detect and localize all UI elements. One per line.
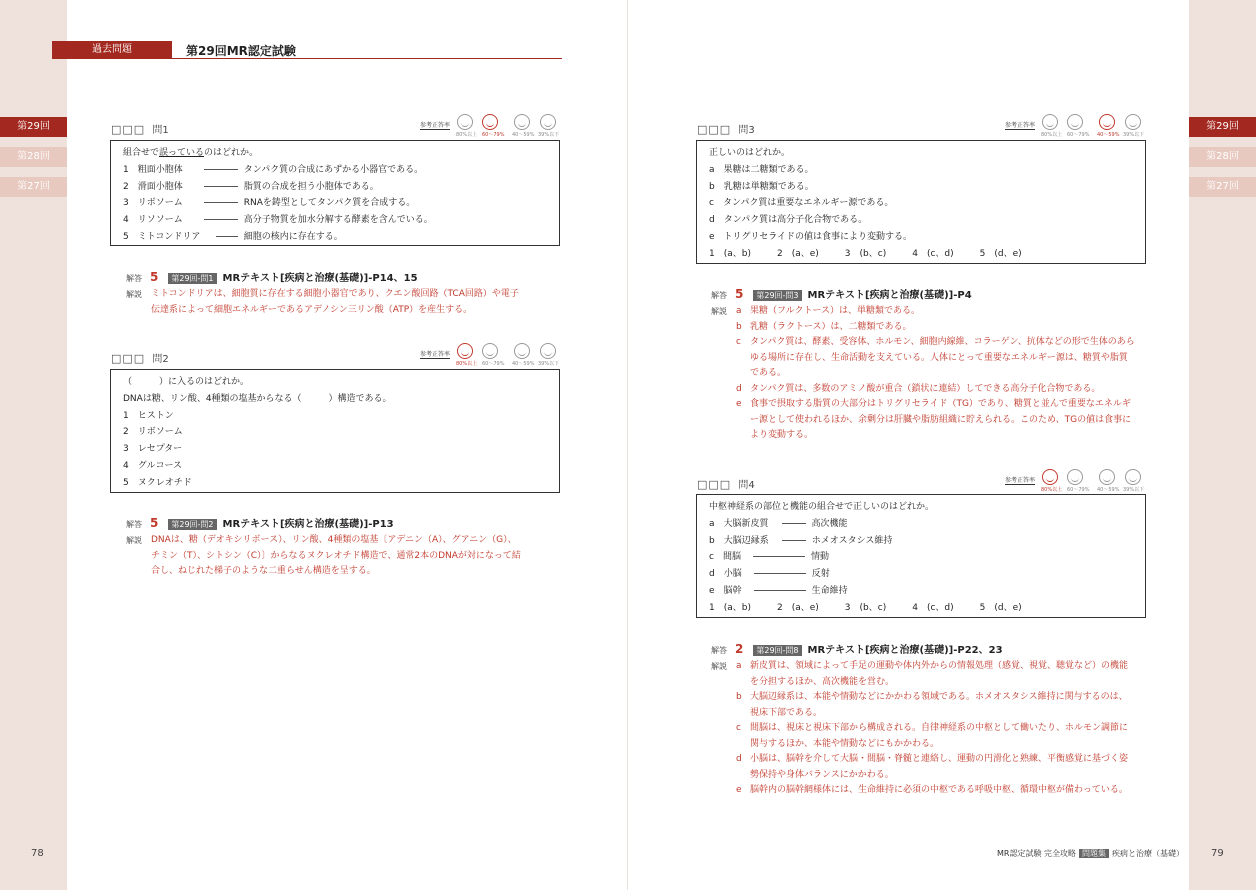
tab-27-left[interactable]: 第27回	[0, 177, 67, 197]
statement-row: b 乳糖は単糖類である。	[709, 181, 814, 192]
explanation-3: 解説 a 果糖（フルクトース）は、単糖類である。 b 乳糖（ラクトース）は、二糖類である。 c タンパク質は、酵素、受容体、ホルモン、細胞内線維、コラーゲン、抗体などの形で生体のあらゆる場所に存在し、生命活動を支えている。人体にとって重要なエネルギー源は、糖質や脂質である。 d タンパク質は、多数のアミノ酸が重合（鎖状に連結）してできる高分子化合物である。 e 食事で摂取する脂質の大部分はトリグリセライド（TG）であり、糖質と並んで重要なエネルギー源として使われるほか、余剰分は肝臓や脂肪組織に貯えられる。このため、TGの値は食事により変動する。	[711, 306, 1135, 440]
tab-28-right[interactable]: 第28回	[1189, 147, 1256, 167]
explanation-2: 解説 DNAは、糖（デオキシリボース）、リン酸、4種類の塩基〔アデニン（A）、グアニン（G）、 チミン（T）、シトシン（C）〕からなるヌクレオチド構造で、通常2本のDNAが対になって結 合し、ねじれた梯子のような二重らせん構造を呈する。	[126, 535, 521, 576]
choice-row: 5 ヌクレオチド	[123, 477, 192, 488]
level-label: 80%以上	[1041, 487, 1063, 493]
explanation-1: 解説 ミトコンドリアは、細胞質に存在する細胞小器官であり、クエン酸回路（TCA回路）や電子 伝達系によって細胞エネルギーであるアデノシン三リン酸（ATP）を産生する。	[126, 289, 519, 315]
face-icon	[1067, 114, 1083, 130]
choice-row: 3 レセプター	[123, 444, 183, 455]
question-stem: 組合せで誤っているのはどれか。	[123, 148, 259, 158]
face-icon	[1067, 469, 1083, 485]
face-icon	[1099, 469, 1115, 485]
section-label: 過去問題	[52, 41, 172, 59]
page-title: 第29回MR認定試験	[186, 44, 296, 58]
face-icon	[457, 114, 473, 130]
choice-row: d 小脳 反射	[709, 569, 830, 580]
explanation-4: 解説 a 新皮質は、領域によって手足の運動や体内外からの情報処理（感覚、視覚、聴覚など）の機能を分担するほか、高次機能を営む。 b 大脳辺縁系は、本能や情動などにかかわる領域である。ホメオスタシス維持に関与するのは、視床下部である。 c 間脳は、視床と視床下部から構成される。自律神経系の中枢として働いたり、ホルモン調節に関与するほか、本能や情動などにもかかわる。 d 小脳は、脳幹を介して大脳・間脳・脊髄と連絡し、運動の円滑化と熟練、平衡感覚に基づく姿勢保持や身体バランスにかかわる。 e 脳幹内の脳幹網様体には、生命維持に必須の中枢である呼吸中枢、循環中枢が備わっている。	[711, 661, 1129, 795]
tab-29-right[interactable]: 第29回	[1189, 117, 1256, 137]
level-label: 40〜59%	[1097, 132, 1120, 138]
difficulty-rating-q1	[420, 114, 560, 138]
check-boxes[interactable]: □□□	[697, 123, 732, 136]
question-3-box	[696, 140, 1146, 264]
face-icon	[514, 114, 530, 130]
level-label: 80%以上	[456, 361, 478, 367]
face-icon	[457, 343, 473, 359]
answer-4: 解答 2 第29回-問8 MRテキスト[疾病と治療(基礎)]-P22、23	[711, 642, 1003, 656]
choice-row: 1 ヒストン	[123, 410, 174, 421]
answer-options: 1 (a、b) 2 (a、e) 3 (b、c) 4 (c、d) 5 (d、e)	[709, 602, 1022, 613]
check-boxes[interactable]: □□□	[111, 123, 146, 136]
level-label: 39%以下	[538, 361, 560, 367]
level-label: 40〜59%	[512, 361, 535, 367]
page-number-right: 79	[1211, 848, 1224, 859]
level-label: 60〜79%	[482, 132, 505, 138]
face-icon	[1125, 469, 1141, 485]
answer-options: 1 (a、b) 2 (a、e) 3 (b、c) 4 (c、d) 5 (d、e)	[709, 248, 1022, 259]
face-icon	[482, 114, 498, 130]
level-label: 39%以下	[1123, 487, 1145, 493]
question-1-header	[111, 121, 169, 136]
choice-row: b 大脳辺縁系 ホメオスタシス維持	[709, 535, 893, 546]
question-number: 問1	[152, 125, 169, 136]
level-label: 39%以下	[538, 132, 560, 138]
question-3-header	[697, 121, 755, 136]
check-boxes[interactable]: □□□	[697, 478, 732, 491]
choice-row: 3 リボソーム RNAを鋳型としてタンパク質を合成する。	[123, 198, 416, 209]
ref-rate-label: 参考正答率	[1005, 477, 1036, 484]
level-label: 40〜59%	[1097, 487, 1120, 493]
level-label: 40〜59%	[512, 132, 535, 138]
statement-row: c タンパク質は重要なエネルギー源である。	[709, 198, 894, 209]
choice-row: e 脳幹 生命維持	[709, 585, 848, 596]
answer-3: 解答 5 第29回-問3 MRテキスト[疾病と治療(基礎)]-P4	[711, 287, 972, 301]
level-label: 60〜79%	[1067, 487, 1090, 493]
statement-row: d タンパク質は高分子化合物である。	[709, 215, 868, 226]
question-stem: 正しいのはどれか。	[709, 148, 791, 158]
statement-row: a 果糖は二糖類である。	[709, 164, 814, 175]
choice-row: 2 リボソーム	[123, 427, 183, 438]
question-2-box	[110, 369, 560, 493]
tab-29-left[interactable]: 第29回	[0, 117, 67, 137]
answer-2: 解答 5 第29回-問2 MRテキスト[疾病と治療(基礎)]-P13	[126, 516, 394, 530]
header-rule	[52, 58, 562, 59]
page-spine	[627, 0, 628, 890]
face-icon	[540, 114, 556, 130]
choice-row: 4 グルコース	[123, 460, 183, 471]
question-1-box	[110, 140, 560, 246]
choice-row: c 間脳 情動	[709, 552, 829, 563]
question-stem: 中枢神経系の部位と機能の組合せで正しいのはどれか。	[709, 502, 935, 512]
check-boxes[interactable]: □□□	[111, 352, 146, 365]
level-label: 80%以上	[456, 132, 478, 138]
question-stem: DNAは糖、リン酸、4種類の塩基からなる（ ）構造である。	[123, 393, 392, 404]
face-icon	[1125, 114, 1141, 130]
difficulty-rating-q2	[420, 343, 560, 367]
footer-text: MR認定試験 完全攻略 問題集 疾病と治療（基礎）	[997, 849, 1185, 858]
face-icon	[514, 343, 530, 359]
answer-1: 解答 5 第29回-問1 MRテキスト[疾病と治療(基礎)]-P14、15	[126, 270, 418, 284]
level-label: 60〜79%	[1067, 132, 1090, 138]
question-2-header	[111, 350, 169, 365]
level-label: 80%以上	[1041, 132, 1063, 138]
face-icon	[482, 343, 498, 359]
choice-row: 4 リソソーム 高分子物質を加水分解する酵素を含んでいる。	[123, 215, 433, 226]
difficulty-rating-q4	[1005, 469, 1145, 493]
choice-row: 2 滑面小胞体 脂質の合成を担う小胞体である。	[123, 181, 379, 192]
face-icon	[540, 343, 556, 359]
question-number: 問4	[738, 480, 755, 491]
ref-rate-label: 参考正答率	[1005, 122, 1036, 129]
face-icon	[1099, 114, 1115, 130]
level-label: 60〜79%	[482, 361, 505, 367]
ref-rate-label: 参考正答率	[420, 122, 451, 129]
face-icon	[1042, 114, 1058, 130]
choice-row: a 大脳新皮質 高次機能	[709, 518, 848, 529]
tab-28-left[interactable]: 第28回	[0, 147, 67, 167]
choice-row: 1 粗面小胞体 タンパク質の合成にあずかる小器官である。	[123, 164, 424, 175]
statement-row: e トリグリセライドの値は食事により変動する。	[709, 231, 912, 242]
question-number: 問3	[738, 125, 755, 136]
question-4-header	[697, 476, 755, 491]
difficulty-rating-q3	[1005, 114, 1145, 138]
ref-rate-label: 参考正答率	[420, 351, 451, 358]
face-icon	[1042, 469, 1058, 485]
level-label: 39%以下	[1123, 132, 1145, 138]
question-stem: （ ）に入るのはどれか。	[123, 377, 250, 387]
tab-27-right[interactable]: 第27回	[1189, 177, 1256, 197]
page-number-left: 78	[31, 848, 44, 859]
question-4-box	[696, 494, 1146, 618]
question-number: 問2	[152, 354, 169, 365]
choice-row: 5 ミトコンドリア 細胞の核内に存在する。	[123, 231, 343, 242]
